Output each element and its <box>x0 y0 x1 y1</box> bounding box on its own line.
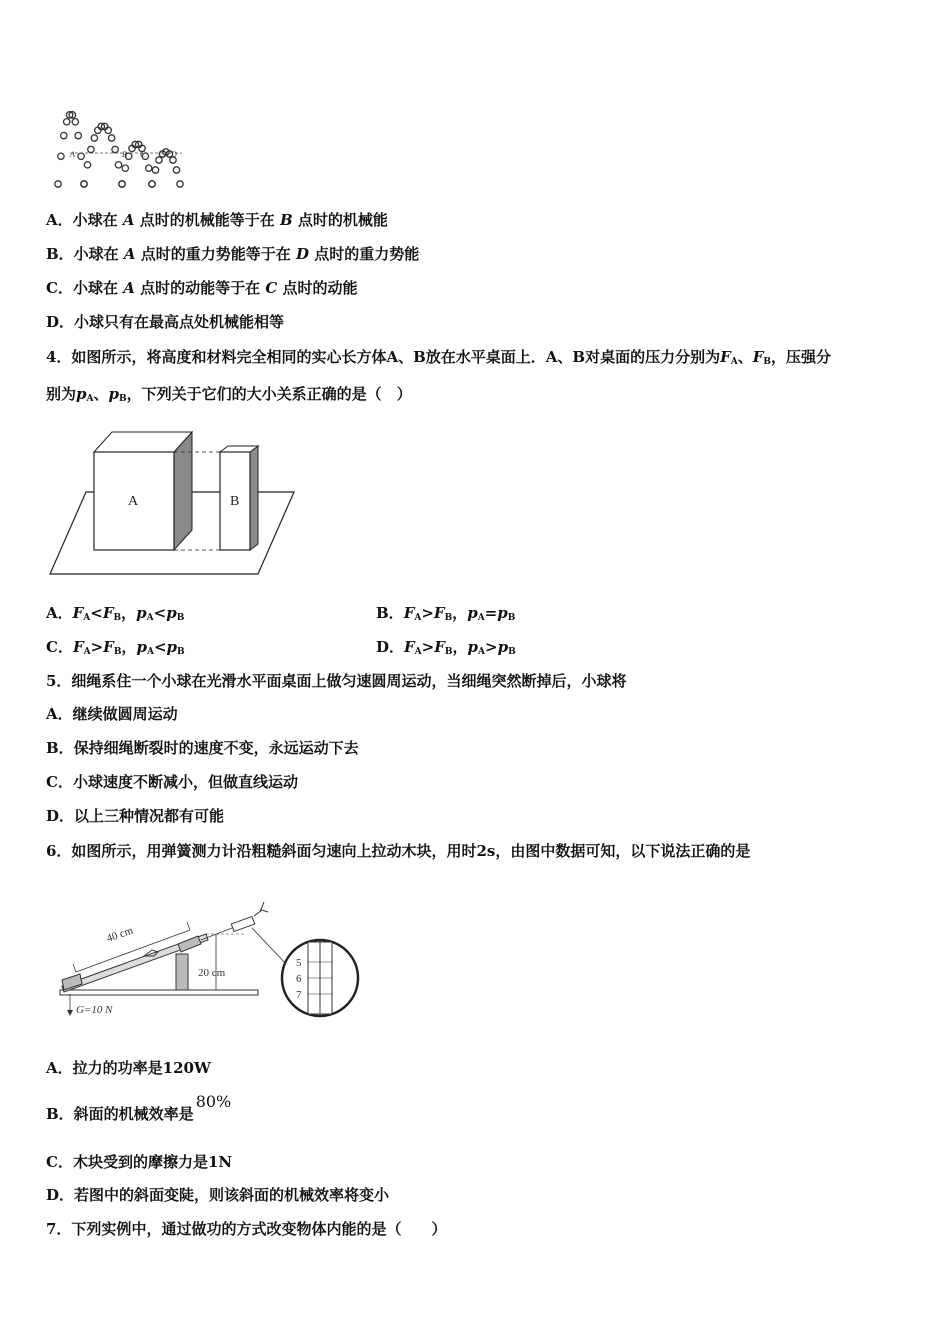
ball-position <box>61 132 67 138</box>
block-b-label: B <box>230 494 240 509</box>
q5-option-c[interactable]: C．小球速度不断减小，但做直线运动 <box>46 773 298 791</box>
q5-stem: 5．细绳系住一个小球在光滑水平面桌面上做匀速圆周运动，当细绳突然断掉后，小球将 <box>46 672 627 690</box>
ball-position <box>75 132 81 138</box>
scale-tick-6: 6 <box>296 973 302 985</box>
ball-position <box>78 153 84 159</box>
ball-position <box>64 119 70 125</box>
ball-position <box>58 153 64 159</box>
ball-position <box>156 157 162 163</box>
ball-position <box>119 181 125 187</box>
q6-option-d[interactable]: D．若图中的斜面变陡，则该斜面的机械效率将变小 <box>46 1186 390 1204</box>
q4-option-a[interactable]: A．$F_A<F_B$，$p_A<p_B$ <box>46 604 185 623</box>
q5-option-b[interactable]: B．保持细绳断裂时的速度不变，永远运动下去 <box>46 739 359 757</box>
length-label: 40 cm <box>105 924 135 945</box>
ball-position <box>146 165 152 171</box>
ball-position <box>88 146 94 152</box>
ball-position <box>122 165 128 171</box>
q7-stem: 7．下列实例中，通过做功的方式改变物体内能的是（ ） <box>46 1220 447 1238</box>
q3-option-a[interactable]: A．小球在 A 点时的机械能等于在 B 点时的机械能 <box>46 211 388 229</box>
q6-option-a[interactable]: A．拉力的功率是120W <box>46 1059 211 1077</box>
point-label-d: D <box>171 150 177 159</box>
ball-position <box>115 162 121 168</box>
point-label-a: A <box>70 150 75 159</box>
ball-position <box>81 181 87 187</box>
efficiency-value: 80% <box>195 1092 232 1111</box>
ball-position <box>173 167 179 173</box>
bouncing-ball-figure <box>52 108 192 190</box>
q4-option-d[interactable]: D．$F_A>F_B$，$p_A>p_B$ <box>376 638 516 657</box>
scale-tick-5: 5 <box>296 957 302 969</box>
ball-position <box>149 181 155 187</box>
ball-position <box>177 181 183 187</box>
point-label-c: C <box>140 150 146 159</box>
q5-option-d[interactable]: D．以上三种情况都有可能 <box>46 807 225 825</box>
q4-option-c[interactable]: C．$F_A>F_B$，$p_A<p_B$ <box>46 638 185 657</box>
ball-position <box>72 119 78 125</box>
q3-option-c[interactable]: C．小球在 A 点时的动能等于在 C 点时的动能 <box>46 279 358 297</box>
block-a-label: A <box>128 494 139 509</box>
ball-position <box>112 146 118 152</box>
ball-position <box>84 162 90 168</box>
q4-stem-line1: 4．如图所示，将高度和材料完全相同的实心长方体A、B放在水平桌面上．A、B对桌面的压力分别为$F_A$、$F_B$，压强分 <box>46 348 832 367</box>
q6-stem: 6．如图所示，用弹簧测力计沿粗糙斜面匀速向上拉动木块，用时2s，由图中数据可知，以下说法正确的是 <box>46 842 751 860</box>
height-label: 20 cm <box>198 967 226 979</box>
ball-position <box>152 167 158 173</box>
point-label-b: B <box>122 150 127 159</box>
q4-option-b[interactable]: B．$F_A>F_B$，$p_A=p_B$ <box>376 604 516 623</box>
q5-option-a[interactable]: A．继续做圆周运动 <box>46 705 178 723</box>
q4-stem-line2: 别为$p_A$、$p_B$，下列关于它们的大小关系正确的是（ ） <box>46 385 412 404</box>
q3-option-b[interactable]: B．小球在 A 点时的重力势能等于在 D 点时的重力势能 <box>46 245 420 263</box>
ball-position <box>108 135 114 141</box>
incline-figure <box>56 898 360 1030</box>
weight-label: G=10 N <box>76 1004 113 1016</box>
q3-option-d[interactable]: D．小球只有在最高点处机械能相等 <box>46 313 285 331</box>
scale-tick-7: 7 <box>296 989 302 1001</box>
ball-position <box>55 181 61 187</box>
ball-position <box>91 135 97 141</box>
blocks-figure <box>46 430 298 578</box>
q6-option-b[interactable]: B．斜面的机械效率是80% <box>46 1092 232 1123</box>
q6-option-c[interactable]: C．木块受到的摩擦力是1N <box>46 1153 233 1171</box>
